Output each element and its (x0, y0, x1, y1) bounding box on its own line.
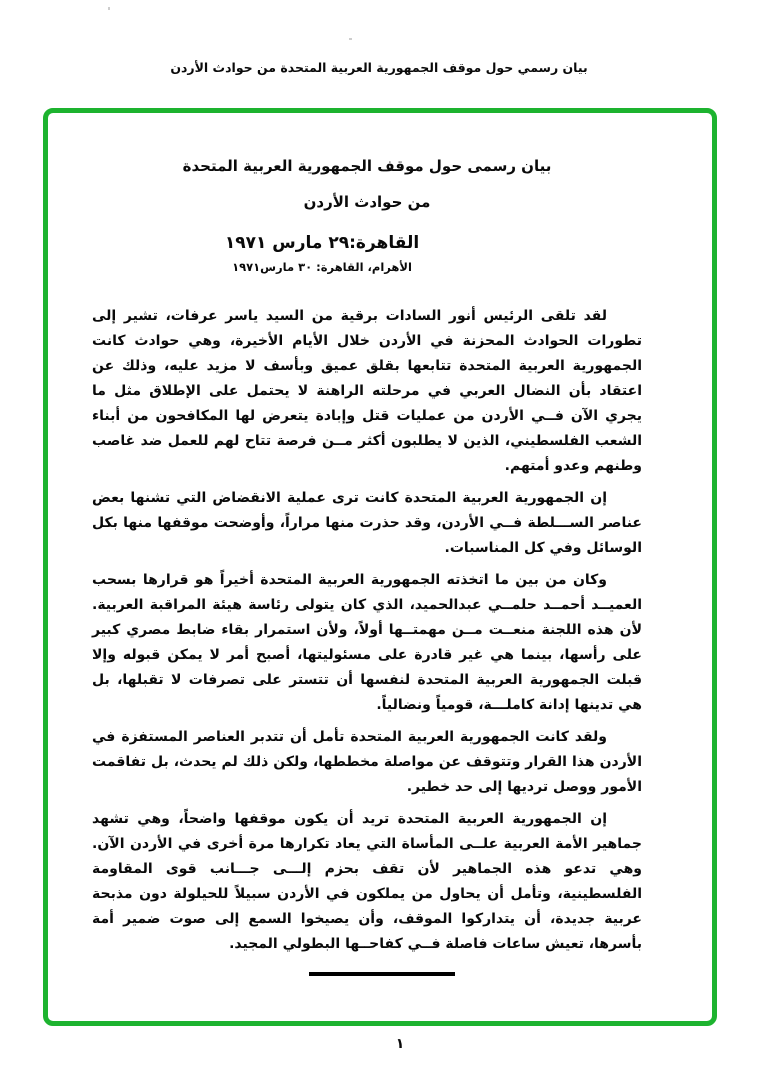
source-citation: الأهرام، القاهرة: ٣٠ مارس١٩٧١ (232, 260, 412, 274)
statement-paragraph-4: ولقد كانت الجمهورية العربية المتحدة تأمل أن تتدبر العناصر المستفزة في الأردن هذا القرار وتتوقف عن مواصلة مخططها، ولكن ذلك لم يحدث، بل تفاقمت الأمور ووصل ترديها إلى حد خطير. (92, 729, 642, 795)
dateline: القاهرة:٢٩ مارس ١٩٧١ (224, 233, 420, 253)
document-title-line1: بيان رسمى حول موقف الجمهورية العربية المتحدة (182, 157, 552, 175)
document-title (92, 148, 642, 220)
running-header: بيان رسمي حول موقف الجمهورية العربية المتحدة من حوادث الأردن (170, 60, 588, 75)
document-title-line2: من حوادث الأردن (303, 193, 431, 211)
scan-speck (349, 38, 352, 40)
dateline-block (47, 233, 597, 274)
statement-paragraph-5: إن الجمهورية العربية المتحدة تريد أن يكون موقفها واضحاً، وهي تشهد جماهير الأمة العربية علــى المأساة التي يعاد تكرارها مرة أخرى في الأردن الآن. وهي تدعو هذه الجماهير لأن تقف بحزم إلـــى جـــانب قوى المقاومة الفلسطينية، وتأمل أن يحاول من يملكون في الأردن سبيلاً للحيلولة دون مذبحة عربية جديدة، أن يتداركوا الموقف، وأن يصيخوا السمع إلى صوت ضمير أمة بأسرها، تعيش ساعات فاصلة فــي كفاحــها البطولي المجيد. (92, 811, 642, 952)
statement-paragraph-3: وكان من بين ما اتخذته الجمهورية العربية المتحدة أخيراً هو قرارها بسحب العميــد أحمــد حلمــي عبدالحميد، الذي كان يتولى رئاسة هيئة المراقبة العربية. لأن هذه اللجنة منعــت مــن مهمتــها أولاً، ولأن استمرار بقاء ضابط مصري كبير على رأسها، بينما هي غير قادرة على مسئوليتها، أصبح أمر لا يمكن قبوله وإلا قبلت الجمهورية العربية المتحدة لنفسها أن تتستر على تصرفات لا تقبلها، بل هي تدينها إدانة كاملـــة، قومياً ونضالياً. (92, 572, 642, 713)
statement-paragraph-1: لقد تلقى الرئيس أنور السادات برقية من السيد ياسر عرفات، تشير إلى تطورات الحوادث المحزنة في الأردن خلال الأيام الأخيرة، وهي حوادث كانت الجمهورية العربية المتحدة تتابعها بقلق عميق وبأسف لا مزيد عليه، وذلك عن اعتقاد بأن النضال العربي في مرحلته الراهنة لا يحتمل على الإطلاق مثل ما يجري الآن فــي الأردن من عمليات قتل وإبادة يتعرض لها المكافحون من أبناء الشعب الفلسطيني، الذين لا يطلبون أكثر مــن فرصة تتاح لهم للعمل ضد غاصب وطنهم وعدو أمتهم. (92, 308, 642, 474)
scan-speck (108, 7, 110, 10)
end-of-statement-rule (309, 972, 455, 976)
page-number: ١ (395, 1036, 405, 1052)
statement-paragraph-2: إن الجمهورية العربية المتحدة كانت ترى عملية الانقضاض التي تشنها بعض عناصر الســـلطة فــي الأردن، وقد حذرت منها مراراً، وأوضحت موقفها منها بكل الوسائل وفي كل المناسبات. (92, 490, 642, 556)
statement-body (92, 304, 642, 957)
statement-border-box (43, 108, 717, 1026)
